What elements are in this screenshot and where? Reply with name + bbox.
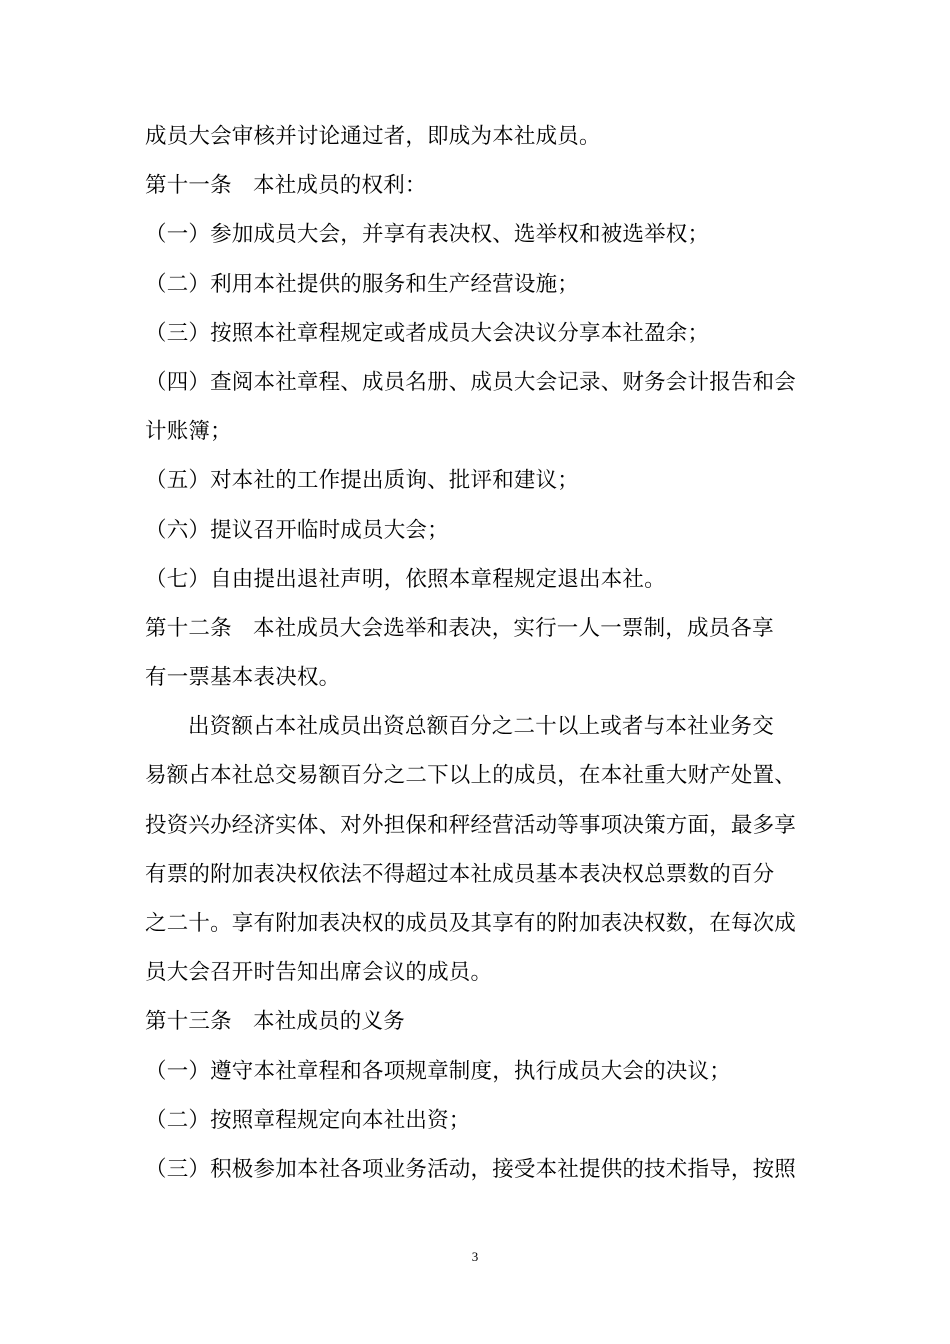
additional-voting-paragraph-line-2: 易额占本社总交易额百分之二下以上的成员，在本社重大财产处置、 [145, 763, 797, 789]
additional-voting-paragraph-line-1: 出资额占本社成员出资总额百分之二十以上或者与本社业务交 [188, 714, 774, 740]
additional-voting-paragraph-line-6: 员大会召开时告知出席会议的成员。 [145, 960, 493, 986]
article-12-text: 本社成员大会选举和表决，实行一人一票制，成员各享 [253, 615, 774, 641]
rights-item-2: （二）利用本社提供的服务和生产经营设施； [145, 271, 580, 297]
text-line-1: 成员大会审核并讨论通过者，即成为本社成员。 [145, 124, 601, 149]
article-13-heading [145, 997, 807, 1046]
rights-item-6: （六）提议召开临时成员大会； [145, 517, 449, 543]
article-13-number: 第十三条 [145, 1009, 232, 1035]
rights-item-5: （五）对本社的工作提出质询、批评和建议； [145, 468, 580, 494]
rights-item-3: （三）按照本社章程规定或者成员大会决议分享本社盈余； [145, 320, 710, 346]
additional-voting-paragraph-line-4: 有票的附加表决权依法不得超过本社成员基本表决权总票数的百分 [145, 861, 775, 887]
article-11-heading [145, 161, 807, 210]
article-12-line-2: 有一票基本表决权。 [145, 665, 341, 691]
article-12-number: 第十二条 [145, 615, 232, 641]
rights-item-7: （七）自由提出退社声明，依照本章程规定退出本社。 [145, 566, 666, 592]
rights-item-4-line-2: 计账簿； [145, 419, 232, 445]
rights-item-1: （一）参加成员大会，并享有表决权、选举权和被选举权； [145, 222, 710, 248]
article-12-heading [145, 604, 807, 653]
page-number: 3 [471, 1249, 479, 1264]
additional-voting-paragraph-line-5: 之二十。享有附加表决权的成员及其享有的附加表决权数，在每次成 [145, 911, 797, 936]
duties-item-3: （三）积极参加本社各项业务活动，接受本社提供的技术指导，按照 [145, 1156, 797, 1182]
document-body [145, 112, 807, 1194]
article-13-title: 本社成员的义务 [253, 1009, 405, 1035]
article-11-title: 本社成员的权利： [253, 173, 427, 199]
duties-item-2: （二）按照章程规定向本社出资； [145, 1107, 471, 1133]
additional-voting-paragraph-line-3: 投资兴办经济实体、对外担保和秤经营活动等事项决策方面，最多享 [145, 812, 797, 838]
article-11-number: 第十一条 [145, 173, 232, 199]
duties-item-1: （一）遵守本社章程和各项规章制度，执行成员大会的决议； [145, 1058, 731, 1084]
rights-item-4-line-1: （四）查阅本社章程、成员名册、成员大会记录、财务会计报告和会 [145, 369, 797, 395]
